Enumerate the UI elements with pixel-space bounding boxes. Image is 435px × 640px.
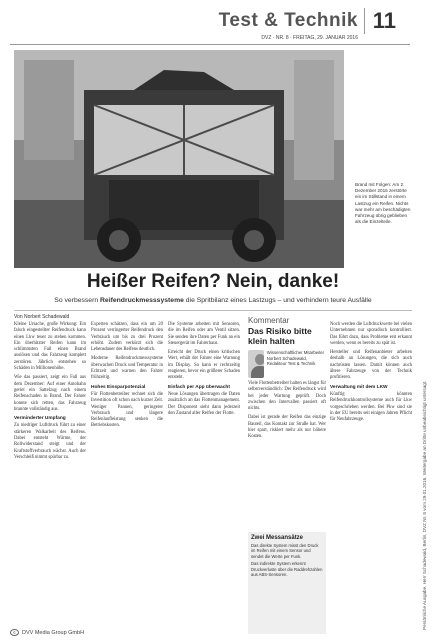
paragraph: Erreicht der Druck einen kritischen Wert, erhält der Fahrer eine Warnung im Display. So kann er rechtzeitig reagieren, bevor ein größerer Schaden entsteht. — [168, 350, 240, 381]
column-subheading: Verminderter Umpfang — [14, 416, 66, 422]
paragraph: Moderne Reifendruckmesssysteme überwachen Druck und Temperatur in Echtzeit und warnen den Fahrer frühzeitig. — [91, 356, 163, 381]
side-credit — [422, 245, 430, 630]
paragraph: Experten schätzen, dass ein um 20 Prozent verringerter Reifendruck den Verbrauch um bis zu drei Prozent erhöht. Zudem verkürzt sich die Lebensdauer des Reifens deutlich. — [91, 322, 163, 353]
issue-line: DVZ · NR. 8 · FREITAG, 29. JANUAR 2016 — [261, 35, 358, 41]
comment-text — [248, 381, 326, 441]
paragraph: Dabei ist gerade der Reifen das einzige Bauteil, das Kontakt zur Straße hat. Wer hier spart, riskiert mehr als nur höhere Kosten. — [248, 415, 326, 440]
subheadline-suffix: die Spritbilanz eines Lastzugs – und verhindern teure Ausfälle — [183, 297, 372, 304]
photo-caption: Brand mit Folgen: Am 2. Dezember 2015 zerstörte ein im Stillstand in einem Lastzug ein Reifen. Nichts war mehr am beschädigten Fahrzeug übrig geblieben als die Einzelteile. — [355, 182, 411, 225]
burned-truck-photo — [14, 50, 344, 268]
paragraph: Wie das passiert, zeigt ein Fall aus dem Dezember: Auf einer Autobahn geriet ein Sattelzug nach einem Reifenschaden in Brand. Der Fahrer konnte sich retten, das Fahrzeug brannte vollständig aus. — [14, 375, 86, 412]
article-headline: Heißer Reifen? Nein, danke! — [86, 271, 340, 292]
paragraph: Die Systeme arbeiten mit Sensoren, die im Reifen oder am Ventil sitzen. Sie senden ihre Daten per Funk an ein Steuergerät im Fahrerhaus. — [168, 322, 240, 346]
burned-truck-illustration — [14, 50, 344, 268]
paragraph: Kleine Ursache, große Wirkung: Ein falsch eingestellter Reifendruck kann einen Lkw teuer zu stehen kommen. Ein überhitzter Reifen kann im schlimmsten Fall einen Brand auslösen und das Fahrzeug komplett zerstören. Jährlich entstehen so Schäden in Millionenhöhe. — [14, 322, 86, 372]
column-subheading: Hohes Einsparpotenzial — [91, 384, 146, 390]
paragraph: Zu niedriger Luftdruck führt zu einer stärkeren Walkarbeit des Reifens. Dabei entsteht Wärme, der Rollwiderstand steigt und der Kraftstoffverbrauch wächst. Auch der Verschleiß nimmt spürbar zu. — [14, 423, 86, 460]
column-subheading: Verwaltung mit dem LKW — [330, 384, 388, 390]
article-subheadline — [14, 297, 412, 304]
publisher-name: DVV Media Group GmbH — [22, 629, 85, 636]
page-footer — [10, 629, 84, 636]
paragraph: Viele Flottenbetreiber halten es längst für selbstverständlich: Der Reifendruck wird bei jeder Wartung geprüft. Doch zwischen den Intervallen passiert oft nichts. — [248, 381, 326, 412]
paragraph: Für Flottenbetreiber rechnet sich die Investition oft schon nach kurzer Zeit. Weniger Pannen, geringerer Verbrauch und längere Reifenlaufleistung senken die Betriebskosten. — [91, 391, 163, 429]
page-number: 11 — [364, 8, 396, 34]
headline-divider — [14, 310, 412, 311]
paragraph: Hersteller und Reifenanbieter arbeiten deshalb an Lösungen, die sich auch nachrüsten lassen. Damit können auch ältere Fahrzeuge von der Technik profitieren. — [330, 350, 412, 381]
page-header — [10, 8, 410, 48]
comment-author — [248, 350, 326, 378]
article-column-2 — [91, 322, 163, 433]
section-title: Test & Technik — [218, 10, 358, 31]
author-info — [267, 350, 326, 378]
side-credit-text: Persönliche Ausgabe. Herr Schadewald, Berlin, DVZ Nr. 8 vom 29.01.2016. Weitergabe an Dritte unbeabsichtigt untersagt. — [422, 380, 427, 630]
article-column-1 — [14, 322, 86, 464]
info-box-title: Zwei Messansätze — [251, 535, 304, 541]
comment-title: Das Risiko bitte klein halten — [248, 326, 312, 346]
article-byline: Von Norbert Schadewald — [14, 314, 70, 320]
subheadline-prefix: So verbessern — [54, 297, 101, 304]
column-subheading: Einfach per App überwacht — [168, 384, 230, 390]
author-detail: Norbert Schadewald, Redakteur Test & Technik — [266, 355, 316, 367]
avatar — [248, 350, 264, 378]
author-name: Wissenschaftlicher Mitarbeiter — [266, 350, 325, 355]
comment-label: Kommentar — [248, 316, 290, 325]
paragraph: Noch werden die Luftdruckwerte bei vielen Unternehmen nur sporadisch kontrolliert. Das führt dazu, dass Probleme erst erkannt werden, wenn es bereits zu spät ist. — [330, 322, 412, 346]
subheadline-bold: Reifendruckmesssysteme — [100, 297, 184, 304]
article-column-3 — [168, 322, 240, 420]
info-box-item: Das indirekte System erkennt Druckverluste über die Raddrehzahlen aus ABS-Sensoren. — [251, 561, 323, 578]
info-box — [248, 532, 326, 634]
info-box-item: Das direkte System misst den Druck im Reifen mit einem Sensor und sendet die Werte per Funk. — [251, 543, 319, 559]
paragraph: Künftig könnten Reifendruckkontrollsysteme auch für Lkw vorgeschrieben werden. Bei Pkw sind sie in der EU bereits seit einigen Jahren Pflicht für Neufahrzeuge. — [330, 391, 412, 423]
publisher-logo-icon: © — [10, 629, 19, 636]
article-column-5 — [330, 322, 412, 426]
paragraph: Neue Lösungen übertragen die Daten zusätzlich an das Flottenmanagement. Der Disponent sieht dann jederzeit den Zustand aller Reifen der Flotte. — [168, 391, 240, 416]
header-divider — [10, 44, 410, 45]
